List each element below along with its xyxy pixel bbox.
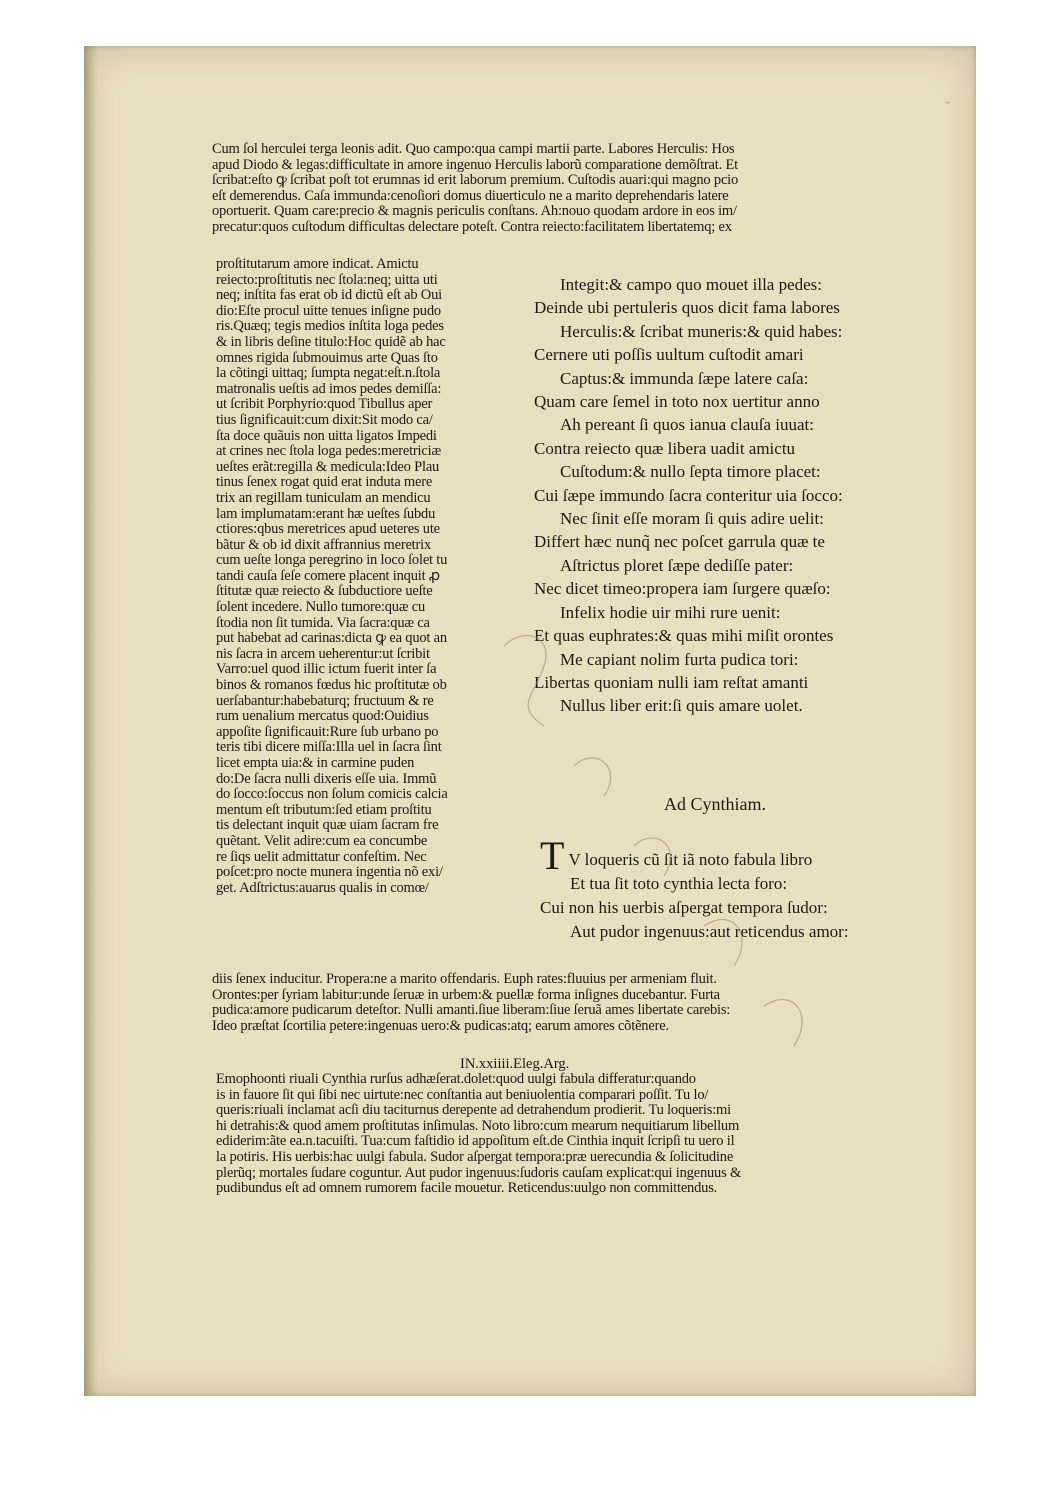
commentary-line: trix an regillam tuniculam an mendicu xyxy=(216,490,431,506)
verse-line: Et tua ſit toto cynthia lecta foro: xyxy=(570,874,788,893)
commentary-line: nis ſacra in arcem ueherentur:ut ſcribit xyxy=(216,646,430,662)
commentary-line: at crines nec ſtola loga pedes:meretriciæ xyxy=(216,444,441,460)
verse-line: Contra reiecto quæ libera uadit amictu xyxy=(534,438,796,458)
commentary-line: uerſabantur:habebaturq; fructuum & re xyxy=(216,693,434,709)
commentary-line: cum ueſte longa peregrino in loco ſolet tu xyxy=(216,553,448,569)
commentary-line: pudibundus eſt ad omnem rumorem facile mouetur. Reticendus:uulgo non committendus. xyxy=(216,1181,718,1197)
commentary-line: ſta doce quãuis non uitta ligatos Impedi xyxy=(216,428,437,444)
commentary-line: licet empta uia:& in carmine puden xyxy=(216,756,415,771)
commentary-line: ſtitutæ quæ reiecto & ſubductiore ueſte xyxy=(216,584,433,600)
commentary-line: rum uenalium mercatus quod:Ouidius xyxy=(216,709,429,725)
commentary-line: tius ſignificauit:cum dixit:Sit modo ca/ xyxy=(216,412,433,428)
verse-line: Nec ſinit eſſe moram ſi quis adire uelit: xyxy=(560,509,824,529)
handwritten-annotation xyxy=(484,606,904,1126)
commentary-line: poſcet:pro nocte munera ingentia nõ exi/ xyxy=(216,865,443,881)
verse-line-text: V loqueris cũ ſit iã noto fabula libro xyxy=(568,850,813,869)
verse-line: Deinde ubi pertuleris quos dicit fama labores xyxy=(534,298,840,318)
commentary-line: omnes rigida ſubmouimus arte Quas ſto xyxy=(216,350,438,366)
verse-line: Aſtrictus ploret ſæpe dediſſe pater: xyxy=(560,555,794,575)
commentary-line: neq; inſtita fas erat ob id dictũ eſt ab Oui xyxy=(216,288,442,304)
commentary-line: quẽtant. Velit adire:cum ea concumbe xyxy=(216,833,428,849)
commentary-line: ſolent incedere. Nullo tumore:quæ cu xyxy=(216,600,426,616)
commentary-line: ut ſcribit Porphyrio:quod Tibullus aper xyxy=(216,397,433,413)
verse-line: Integit:& campo quo mouet illa pedes: xyxy=(560,275,823,294)
commentary-line: matronalis ueſtis ad imos pedes demiſſa: xyxy=(216,381,442,397)
commentary-line: precatur:quos cuſtodum difficultas delectare poteſt. Contra reiecto:facilitatem libertatemq; ex xyxy=(212,219,732,235)
verse-line: Cui non his uerbis aſpergat tempora ſudor: xyxy=(540,898,828,917)
margin-mark: ᵕ xyxy=(946,96,950,110)
commentary-line: tandi cauſa ſeſe comere placent inquit ꝓ xyxy=(216,568,440,584)
drop-cap: T xyxy=(540,833,565,878)
commentary-line: reiecto:proſtitutis nec ſtola:neq; uitta uti xyxy=(216,272,438,288)
commentary-line: ctiores:qbus meretrices apud ueteres ute xyxy=(216,522,440,538)
verse-line: Me capiant nolim furta pudica tori: xyxy=(560,649,799,669)
elegy-argument-title: IN.xxiiii.Eleg.Arg. xyxy=(460,1056,570,1072)
commentary-line: teris tibi dicere miſſa:Illa uel in ſacra ſint xyxy=(216,740,442,756)
commentary-line: Orontes:per ſyriam labitur:unde ſeruæ in urbem:& puellæ forma inſignes ducebantur. Furta xyxy=(212,987,720,1003)
verse-line: Captus:& immunda ſæpe latere caſa: xyxy=(560,368,809,388)
commentary-line: la potiris. His uerbis:hac uulgi fabula. Sudor aſpergat tempora:præ uerecundia & ſolicitudine xyxy=(216,1149,734,1165)
commentary-line: ſtodia non ſit tumida. Via ſacra:quæ ca xyxy=(216,615,430,631)
commentary-line: lam implumatam:erant hæ ueſtes ſubdu xyxy=(216,506,436,522)
commentary-top xyxy=(212,142,932,236)
commentary-line: do ſocco:ſoccus non ſolum comicis calcia xyxy=(216,787,448,803)
commentary-line: diis ſenex inducitur. Propera:ne a marito offendaris. Euph rates:fluuius per armeniam fluit. xyxy=(212,972,717,987)
commentary-line: hi detrahis:& quod amem proſtitutas inſimulas. Noto libro:cum mearum nequitiarum libellum xyxy=(216,1118,740,1134)
verse-line: Cui ſæpe immundo ſacra conteritur uia ſocco: xyxy=(534,485,843,505)
commentary-line: la cõtingi uittaq; ſumpta negat:eſt.n.ſtola xyxy=(216,366,441,382)
verse-line: Cuſtodum:& nullo ſepta timore placet: xyxy=(560,462,821,482)
commentary-line: appoſite ſignificauit:Rure ſub urbano po xyxy=(216,724,439,740)
verse-line: Infelix hodie uir mihi rure uenit: xyxy=(560,602,781,622)
commentary-line: apud Diodo & legas:difficultate in amore ingenuo Herculis laborũ comparatione demõſtrat. Et xyxy=(212,157,738,173)
section-heading: Ad Cynthiam. xyxy=(664,794,766,814)
verse-line: Aut pudor ingenuus:aut reticendus amor: xyxy=(570,922,849,941)
commentary-line: Cum ſol herculei terga leonis adit. Quo campo:qua campi martii parte. Labores Herculis: Hos xyxy=(212,142,735,157)
commentary-line: ueſtes erãt:regilla & medicula:Ideo Plau xyxy=(216,459,440,475)
commentary-line: tis delectant inquit quæ uiam ſacram fre xyxy=(216,818,439,834)
commentary-line: get. Adſtrictus:auarus qualis in comœ/ xyxy=(216,880,429,896)
commentary-line: Emophoonti riuali Cynthia rurſus adhæſerat.dolet:quod uulgi fabula differatur:quando xyxy=(216,1072,696,1087)
commentary-line: ediderim:ãte ea.n.tacuiſti. Tua:cum faſtidio id appoſitum eſt.de Cinthia inquit ſcripſi tu uero il xyxy=(216,1134,735,1150)
book-page xyxy=(84,46,976,1396)
commentary-line: do:De ſacra nulli dixeris eſſe uia. Immũ xyxy=(216,771,437,787)
verse-line: Quam care ſemel in toto nox uertitur anno xyxy=(534,392,820,412)
verse-line: Libertas quoniam nulli iam reſtat amanti xyxy=(534,672,809,692)
commentary-line: plerũq; mortales ſudare coguntur. Aut pudor ingenuus:ſudoris cauſam explicat:qui ingenuus & xyxy=(216,1165,742,1181)
verse-line: Nec dicet timeo:propera iam ſurgere quæſo: xyxy=(534,579,831,599)
commentary-line: ſcribat:eſto ꝙ ſcribat poſt tot erumnas id erit laborum premium. Cuſtodis auari:qui magno pcio xyxy=(212,173,739,189)
commentary-line: Varro:uel quod illic ictum fuerit inter ſa xyxy=(216,662,437,678)
commentary-line: mentum eſt tributum:ſed etiam proſtitu xyxy=(216,802,432,818)
commentary-line: dio:Eſte procul uitte tenues inſigne pudo xyxy=(216,303,441,319)
verse-line: Nullus liber erit:ſi quis amare uolet. xyxy=(560,696,803,716)
commentary-line: re ſiqs uelit admittatur confeſtim. Nec xyxy=(216,849,427,865)
commentary-line: ris.Quæq; tegis medios inſtita loga pedes xyxy=(216,319,444,335)
commentary-line: eſt demerendus. Caſa immunda:cenoſiori domus diuerticulo ne a marito deprehendaris latere xyxy=(212,188,729,204)
verse-line: Cernere uti poſſis uultum cuſtodit amari xyxy=(534,345,804,365)
commentary-line: pudica:amore pudicarum deteſtor. Nulli amanti.ſiue liberam:ſiue ſeruã ames libertate carebis: xyxy=(212,1003,731,1019)
commentary-line: proſtitutarum amore indicat. Amictu xyxy=(216,257,419,272)
commentary-line: put habebat ad carinas:dicta ꝙ ea quot an xyxy=(216,631,447,647)
verse-line: Herculis:& ſcribat muneris:& quid habes: xyxy=(560,321,843,341)
commentary-line: binos & romanos fœdus hic proſtitutæ ob xyxy=(216,678,447,694)
verse-line: Et quas euphrates:& quas mihi miſit orontes xyxy=(534,626,834,646)
commentary-line: queris:riuali inclamat acſi diu taciturnus derepente ad detrahendum prodierit. Tu loqueris:mi xyxy=(216,1103,731,1119)
commentary-line: tinus ſenex rogat quid erat induta mere xyxy=(216,475,433,491)
commentary-line: is in fauore ſit qui ſibi nec uirtute:nec conſtantia aut beniuolentia comparari poſſit. Tu lo/ xyxy=(216,1087,709,1103)
commentary-line: Ideo præſtat ſcortilia petere:ingenuas uero:& pudicas:atq; earum amores cõtẽnere. xyxy=(212,1018,669,1034)
commentary-line: bãtur & ob id dixit affrannius meretrix xyxy=(216,537,432,553)
verse-line: Differt hæc nunq̃ nec poſcet garrula quæ te xyxy=(534,532,825,552)
commentary-line: oportuerit. Quam care:precio & magnis periculis conſtans. Ah:nouo quodam ardore in eos im/ xyxy=(212,204,737,220)
commentary-line: & in libris deſine titulo:Hoc quidẽ ab hac xyxy=(216,334,446,350)
verse-line: Ah pereant ſi quos ianua clauſa iuuat: xyxy=(560,415,814,435)
